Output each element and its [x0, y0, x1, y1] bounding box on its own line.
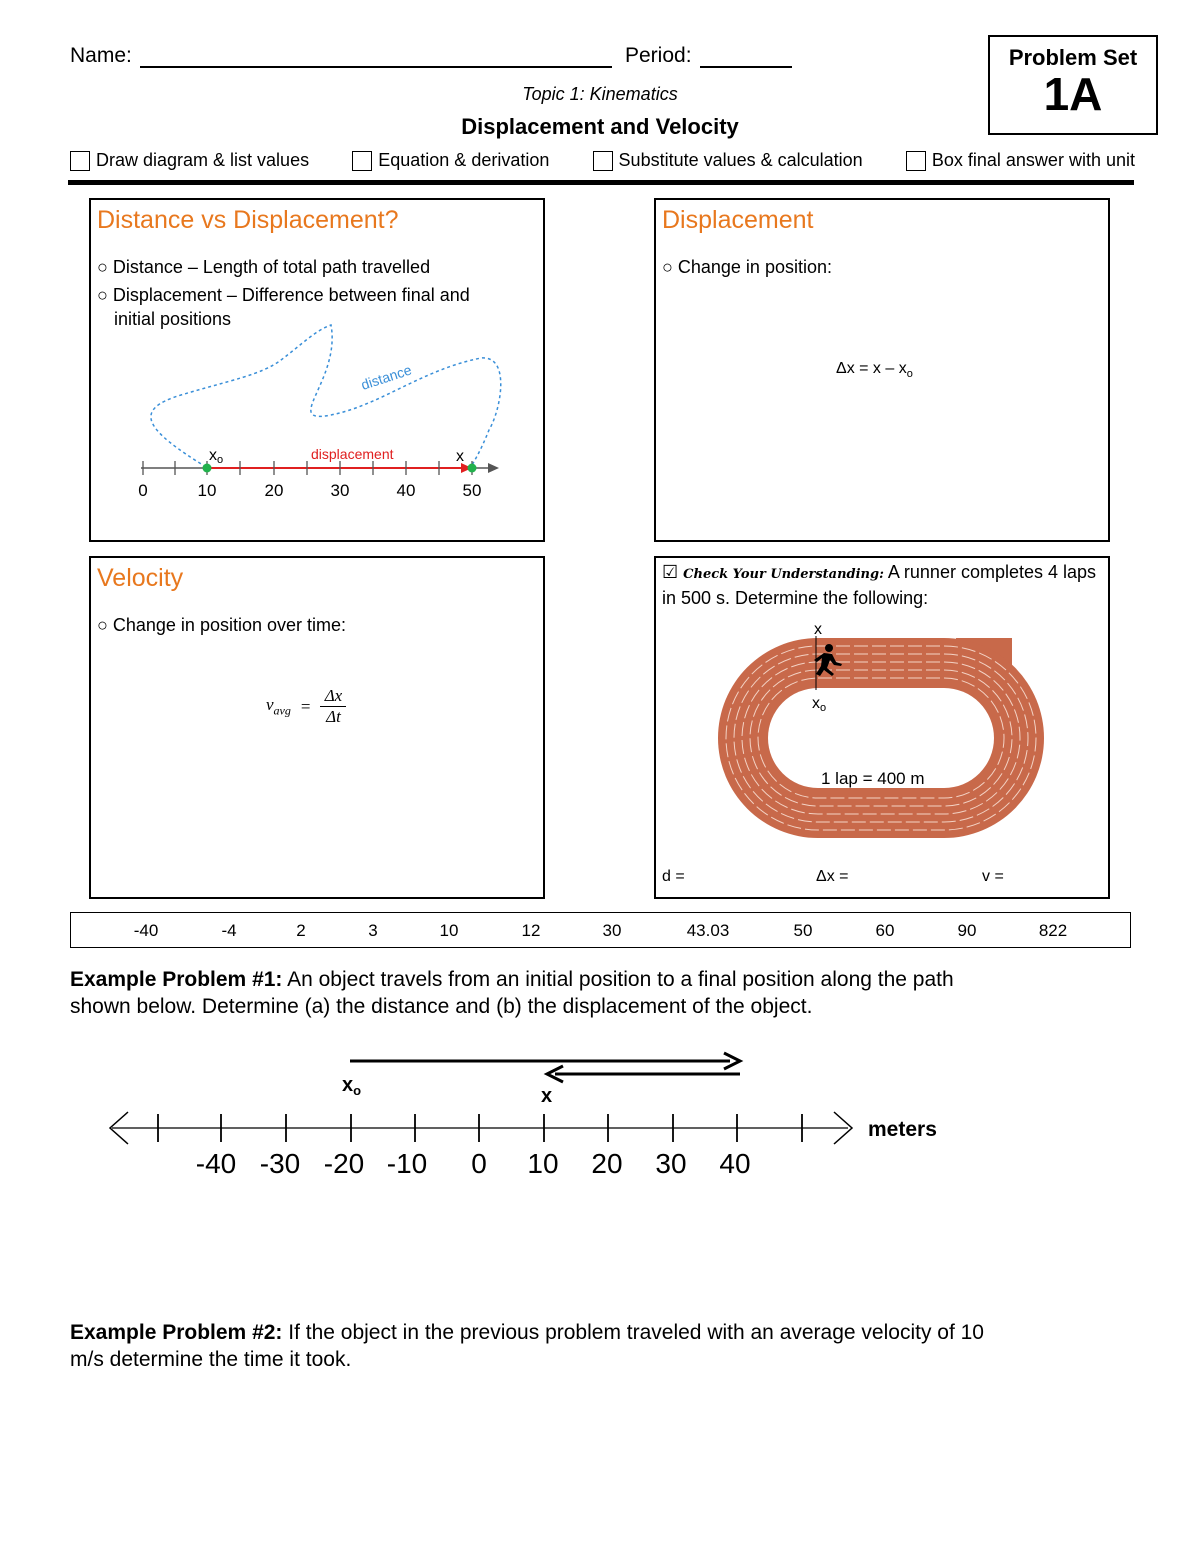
bullet-distance: ○ Distance – Length of total path travelled: [97, 257, 431, 277]
answer-bank: [70, 912, 1131, 948]
nl-tick-label: -10: [386, 1148, 428, 1179]
start-point: [203, 464, 212, 473]
checklist-item-diagram[interactable]: Draw diagram & list values: [70, 150, 309, 171]
nl-tick-label: 40: [719, 1148, 751, 1179]
tick-label: 50: [462, 481, 482, 500]
checkbox-icon[interactable]: [70, 151, 90, 171]
track-x-label: x: [814, 621, 822, 638]
example-problem-1: [70, 966, 1140, 1020]
distance-label: distance: [358, 361, 414, 393]
nl-tick-label: 20: [591, 1148, 623, 1179]
nl-tick-label: -20: [323, 1148, 365, 1179]
nl-tick-label: 10: [527, 1148, 559, 1179]
velocity-formula: $v_{avg}$ = Δx Δt: [266, 686, 346, 727]
dx-label: Δx =: [816, 868, 849, 885]
nl-tick-label: 0: [471, 1148, 487, 1179]
circle-bullet-icon: ○: [97, 257, 113, 277]
problem-set-box: [988, 35, 1158, 135]
bullet-change-over-time: ○ Change in position over time:: [97, 615, 347, 635]
nl-tick-label: 30: [655, 1148, 687, 1179]
period-label: Period:: [625, 44, 692, 67]
checklist: [70, 150, 1135, 171]
example-2-line2: m/s determine the time it took.: [70, 1348, 352, 1371]
panel-displacement: [654, 198, 1110, 542]
problem-set-number: 1A: [1043, 68, 1103, 120]
displacement-formula: $\Delta x = x - x_o$: [836, 360, 913, 381]
name-line[interactable]: [140, 66, 612, 68]
number-line-diagram: [0, 1040, 1200, 1190]
nl-tick-label: -40: [195, 1148, 237, 1179]
tick-label: 20: [264, 481, 284, 500]
checkbox-icon[interactable]: [593, 151, 613, 171]
check-text-line1: ☑ Check Your Understanding: A runner completes 4 laps: [662, 562, 1097, 582]
answer-bank-item: 12: [521, 921, 541, 940]
panel-title: Distance vs Displacement?: [97, 206, 399, 234]
track-x0-label: xo: [812, 695, 827, 714]
bullet-displacement-cont: initial positions: [114, 309, 232, 329]
units-label: meters: [868, 1118, 937, 1141]
panel-check-understanding: [654, 556, 1110, 899]
tick-label: 10: [197, 481, 217, 500]
v-label: v =: [982, 868, 1004, 885]
check-understanding-script: Check Your Understanding:: [683, 567, 884, 582]
nl-x-label: x: [541, 1085, 553, 1107]
d-label: d =: [662, 868, 685, 885]
checkbox-icon[interactable]: [906, 151, 926, 171]
lap-label: 1 lap = 400 m: [821, 769, 925, 788]
period-line[interactable]: [700, 66, 792, 68]
panel-distance-vs-displacement: [89, 198, 545, 542]
distance-diagram: [91, 200, 543, 540]
answer-bank-item: 2: [296, 921, 306, 940]
circle-bullet-icon: ○: [662, 257, 678, 277]
checklist-item-box-answer[interactable]: Box final answer with unit: [906, 150, 1135, 171]
example-problem-2: [70, 1319, 1140, 1373]
nl-x0-label: $x_o$: [342, 1074, 362, 1098]
bullet-displacement: ○ Displacement – Difference between final and: [97, 285, 470, 305]
answer-bank-item: 90: [957, 921, 977, 940]
tick-labels: [138, 481, 481, 500]
header-divider: [68, 180, 1134, 185]
checkbox-icon[interactable]: [352, 151, 372, 171]
tick-label: 0: [138, 481, 148, 500]
answer-bank-item: 43.03: [686, 921, 730, 940]
v-avg-symbol: $v_{avg}$: [266, 694, 291, 718]
checklist-item-substitute[interactable]: Substitute values & calculation: [593, 150, 863, 171]
topic-label: Topic 1: Kinematics: [522, 84, 678, 104]
answer-bank-item: -40: [133, 921, 159, 940]
example-1-line2: shown below. Determine (a) the distance and (b) the displacement of the object.: [70, 995, 813, 1018]
example-1-line1: Example Problem #1: An object travels from an initial position to a final position along the path: [70, 968, 954, 991]
x-label: x: [456, 448, 464, 465]
answer-bank-item: 30: [602, 921, 622, 940]
tick-label: 30: [330, 481, 350, 500]
tick-label: 40: [396, 481, 416, 500]
answer-bank-item: -4: [221, 921, 237, 940]
checklist-item-equation[interactable]: Equation & derivation: [352, 150, 549, 171]
problem-set-label: Problem Set: [1008, 45, 1138, 70]
answer-bank-item: 3: [368, 921, 378, 940]
displacement-label: displacement: [311, 446, 394, 462]
name-label: Name:: [70, 44, 132, 67]
circle-bullet-icon: ○: [97, 285, 113, 305]
end-point: [468, 464, 477, 473]
panel-title: Displacement: [662, 206, 814, 234]
page-title: Displacement and Velocity: [461, 114, 739, 139]
nl-tick-label: -30: [259, 1148, 301, 1179]
panel-velocity: [89, 556, 545, 899]
answer-bank-item: 50: [793, 921, 813, 940]
example-2-line1: Example Problem #2: If the object in the previous problem traveled with an average velocity of 10: [70, 1321, 984, 1344]
fraction: Δx Δt: [320, 686, 346, 727]
circle-bullet-icon: ○: [97, 615, 113, 635]
track-diagram: [656, 558, 1108, 898]
answer-bank-item: 822: [1038, 921, 1068, 940]
x0-label: xo: [209, 447, 224, 466]
bullet-change-in-position: ○ Change in position:: [662, 257, 832, 277]
answer-bank-item: 10: [439, 921, 459, 940]
number-line-labels: [196, 1148, 751, 1179]
check-text-line2: in 500 s. Determine the following:: [662, 588, 929, 608]
answer-bank-item: 60: [875, 921, 895, 940]
panel-title: Velocity: [97, 564, 184, 592]
axis-arrow-icon: [488, 463, 499, 473]
checked-box-icon: ☑: [662, 562, 679, 582]
